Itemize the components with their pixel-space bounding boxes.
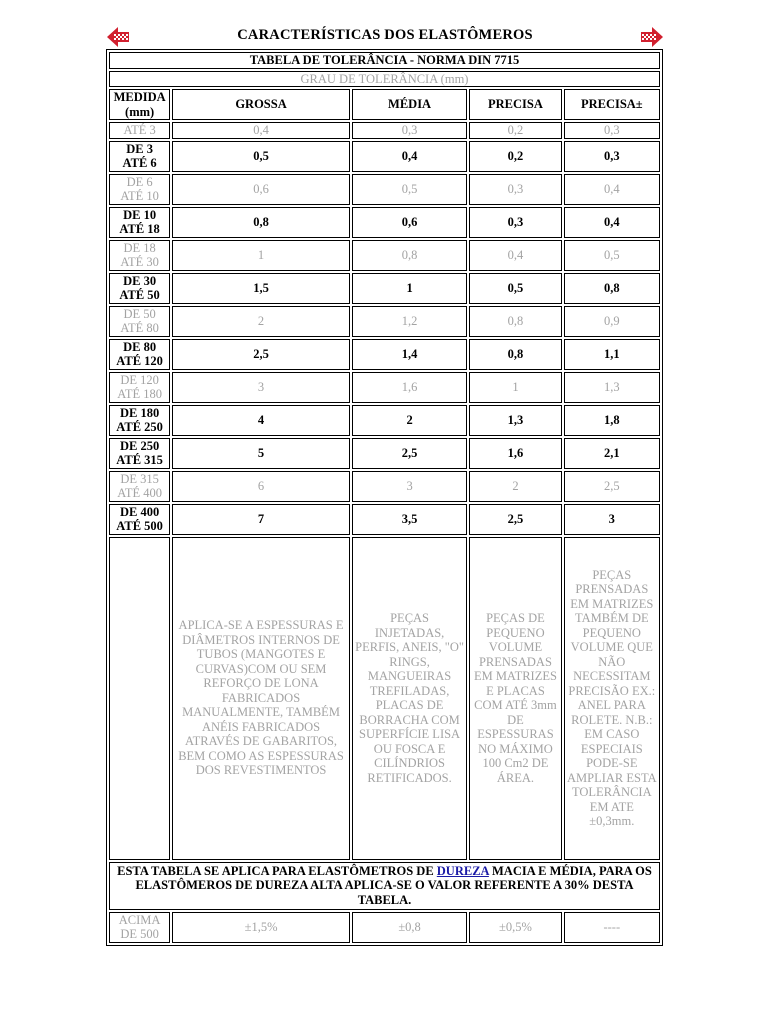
range-from: DE 120 xyxy=(120,372,159,387)
range-to: ATÉ 80 xyxy=(120,321,159,335)
precisa-cell: 1 xyxy=(469,372,561,403)
range-to: ATÉ 500 xyxy=(116,519,163,533)
media-cell: ±0,8 xyxy=(352,912,467,943)
media-cell: 1,6 xyxy=(352,372,467,403)
range-cell xyxy=(109,207,170,238)
range-from: DE 180 xyxy=(119,405,160,420)
table-row xyxy=(109,912,660,943)
table-row xyxy=(109,372,660,403)
precisa-pm-cell: 2,5 xyxy=(564,471,660,502)
description-precisa: PEÇAS DE PEQUENO VOLUME PRENSADAS EM MATRIZES E PLACAS COM ATÉ 3mm DE ESPESSURAS NO MÁXIMO 100 Cm2 DE ÁREA. xyxy=(469,537,561,860)
precisa-pm-cell: 0,9 xyxy=(564,306,660,337)
media-cell: 0,5 xyxy=(352,174,467,205)
precisa-cell: 0,3 xyxy=(469,207,561,238)
precisa-pm-cell: 0,5 xyxy=(564,240,660,271)
range-cell xyxy=(109,174,170,205)
grossa-cell: 4 xyxy=(172,405,350,436)
grossa-cell: 7 xyxy=(172,504,350,535)
range-to: ATÉ 50 xyxy=(119,288,160,302)
dureza-link[interactable]: DUREZA xyxy=(436,863,489,878)
table-title: TABELA DE TOLERÂNCIA - NORMA DIN 7715 xyxy=(109,52,660,69)
precisa-cell: 1,6 xyxy=(469,438,561,469)
note-row xyxy=(109,862,660,910)
note-text-before: ESTA TABELA SE APLICA PARA ELASTÔMETROS DE xyxy=(117,863,437,878)
range-cell xyxy=(109,141,170,172)
precisa-cell: 0,8 xyxy=(469,339,561,370)
range-to: DE 500 xyxy=(120,927,159,941)
precisa-pm-cell: 1,1 xyxy=(564,339,660,370)
range-to: ATÉ 120 xyxy=(116,354,163,368)
range-cell xyxy=(109,339,170,370)
media-cell: 1,2 xyxy=(352,306,467,337)
precisa-pm-cell: 0,4 xyxy=(564,174,660,205)
range-to: ATÉ 180 xyxy=(117,387,162,401)
grossa-cell: ±1,5% xyxy=(172,912,350,943)
range-cell xyxy=(109,240,170,271)
description-grossa: APLICA-SE A ESPESSURAS E DIÂMETROS INTERNOS DE TUBOS (MANGOTES E CURVAS)COM OU SEM REFORÇO DE LONA FABRICADOS MANUALMENTE, TAMBÉM ANÉIS FABRICADOS ATRAVÉS DE GABARITOS, BEM COMO AS ESPESSURAS DOS REVESTIMENTOS xyxy=(172,537,350,860)
table-row xyxy=(109,141,660,172)
col-header-grossa: GROSSA xyxy=(172,89,350,120)
range-to: ATÉ 10 xyxy=(120,189,159,203)
table-row xyxy=(109,438,660,469)
precisa-pm-cell: 3 xyxy=(564,504,660,535)
table-row xyxy=(109,207,660,238)
precisa-cell: 0,5 xyxy=(469,273,561,304)
col-header-medida xyxy=(109,89,170,120)
range-cell xyxy=(109,306,170,337)
precisa-cell: 0,8 xyxy=(469,306,561,337)
arrow-right-icon[interactable] xyxy=(639,25,665,49)
grossa-cell: 6 xyxy=(172,471,350,502)
grossa-cell: 0,6 xyxy=(172,174,350,205)
range-cell xyxy=(109,405,170,436)
precisa-pm-cell: ---- xyxy=(564,912,660,943)
range-from: DE 10 xyxy=(123,207,157,222)
grossa-cell: 0,5 xyxy=(172,141,350,172)
grossa-cell: 1 xyxy=(172,240,350,271)
precisa-cell: 0,4 xyxy=(469,240,561,271)
precisa-pm-cell: 1,3 xyxy=(564,372,660,403)
table-row xyxy=(109,122,660,139)
grossa-cell: 5 xyxy=(172,438,350,469)
table-row xyxy=(109,504,660,535)
media-cell: 2,5 xyxy=(352,438,467,469)
range-from: DE 18 xyxy=(123,240,156,255)
range-to: ATÉ 315 xyxy=(116,453,163,467)
precisa-pm-cell: 0,8 xyxy=(564,273,660,304)
media-cell: 1,4 xyxy=(352,339,467,370)
grossa-cell: 0,4 xyxy=(172,122,350,139)
precisa-cell: 0,2 xyxy=(469,122,561,139)
range-to: ATÉ 400 xyxy=(117,486,162,500)
range-from: DE 50 xyxy=(123,306,156,321)
table-row xyxy=(109,240,660,271)
note-cell xyxy=(109,862,660,910)
table-row xyxy=(109,471,660,502)
range-cell: ATÉ 3 xyxy=(109,122,170,139)
col-header-precisa-pm: PRECISA± xyxy=(564,89,660,120)
range-to: ATÉ 30 xyxy=(120,255,159,269)
range-from: DE 400 xyxy=(119,504,160,519)
range-cell xyxy=(109,471,170,502)
range-cell xyxy=(109,504,170,535)
range-cell xyxy=(109,912,170,943)
tolerance-table xyxy=(106,49,663,946)
precisa-cell: ±0,5% xyxy=(469,912,561,943)
range-from: DE 315 xyxy=(120,471,159,486)
precisa-pm-cell: 2,1 xyxy=(564,438,660,469)
range-cell xyxy=(109,438,170,469)
media-cell: 0,3 xyxy=(352,122,467,139)
precisa-cell: 0,3 xyxy=(469,174,561,205)
arrow-left-icon[interactable] xyxy=(105,25,131,49)
table-row xyxy=(109,405,660,436)
description-row xyxy=(109,537,660,860)
range-cell xyxy=(109,372,170,403)
precisa-cell: 2 xyxy=(469,471,561,502)
grossa-cell: 3 xyxy=(172,372,350,403)
range-from: DE 3 xyxy=(126,141,153,156)
range-to: ATÉ 18 xyxy=(119,222,160,236)
table-subtitle: GRAU DE TOLERÂNCIA (mm) xyxy=(109,71,660,88)
table-row xyxy=(109,339,660,370)
note-text-after: MACIA E MÉDIA, PARA OS ELASTÔMEROS DE DUREZA ALTA APLICA-SE O VALOR REFERENTE A 30% DESTA TABELA. xyxy=(135,863,652,907)
range-from: ACIMA xyxy=(118,912,161,927)
description-empty-cell xyxy=(109,537,170,860)
range-to: ATÉ 6 xyxy=(122,156,157,170)
table-row xyxy=(109,273,660,304)
title-row xyxy=(105,24,665,50)
table-row xyxy=(109,174,660,205)
media-cell: 0,4 xyxy=(352,141,467,172)
col-header-medida-line1: MEDIDA xyxy=(113,90,166,104)
range-from: DE 80 xyxy=(123,339,157,354)
media-cell: 3 xyxy=(352,471,467,502)
precisa-pm-cell: 1,8 xyxy=(564,405,660,436)
precisa-pm-cell: 0,4 xyxy=(564,207,660,238)
precisa-pm-cell: 0,3 xyxy=(564,141,660,172)
media-cell: 2 xyxy=(352,405,467,436)
grossa-cell: 0,8 xyxy=(172,207,350,238)
col-header-medida-line2: (mm) xyxy=(125,104,155,119)
grossa-cell: 2,5 xyxy=(172,339,350,370)
media-cell: 0,6 xyxy=(352,207,467,238)
col-header-precisa: PRECISA xyxy=(469,89,561,120)
description-precisa-pm: PEÇAS PRENSADAS EM MATRIZES TAMBÉM DE PEQUENO VOLUME QUE NÃO NECESSITAM PRECISÃO EX.: ANEL PARA ROLETE. N.B.: EM CASO ESPECIAIS PODE-SE AMPLIAR ESTA TOLERÂNCIA EM ATE ±0,3mm. xyxy=(564,537,660,860)
range-from: DE 250 xyxy=(119,438,160,453)
range-to: ATÉ 250 xyxy=(116,420,163,434)
range-from: DE 30 xyxy=(123,273,157,288)
media-cell: 0,8 xyxy=(352,240,467,271)
range-from: DE 6 xyxy=(126,174,153,189)
col-header-media: MÉDIA xyxy=(352,89,467,120)
description-media: PEÇAS INJETADAS, PERFIS, ANEIS, "O" RINGS, MANGUEIRAS TREFILADAS, PLACAS DE BORRACHA COM SUPERFÍCIE LISA OU FOSCA E CILÍNDRIOS RETIFICADOS. xyxy=(352,537,467,860)
media-cell: 3,5 xyxy=(352,504,467,535)
grossa-cell: 2 xyxy=(172,306,350,337)
precisa-cell: 1,3 xyxy=(469,405,561,436)
precisa-cell: 0,2 xyxy=(469,141,561,172)
table-row xyxy=(109,306,660,337)
precisa-cell: 2,5 xyxy=(469,504,561,535)
range-cell xyxy=(109,273,170,304)
grossa-cell: 1,5 xyxy=(172,273,350,304)
precisa-pm-cell: 0,3 xyxy=(564,122,660,139)
media-cell: 1 xyxy=(352,273,467,304)
page-title: CARACTERÍSTICAS DOS ELASTÔMEROS xyxy=(237,27,533,43)
